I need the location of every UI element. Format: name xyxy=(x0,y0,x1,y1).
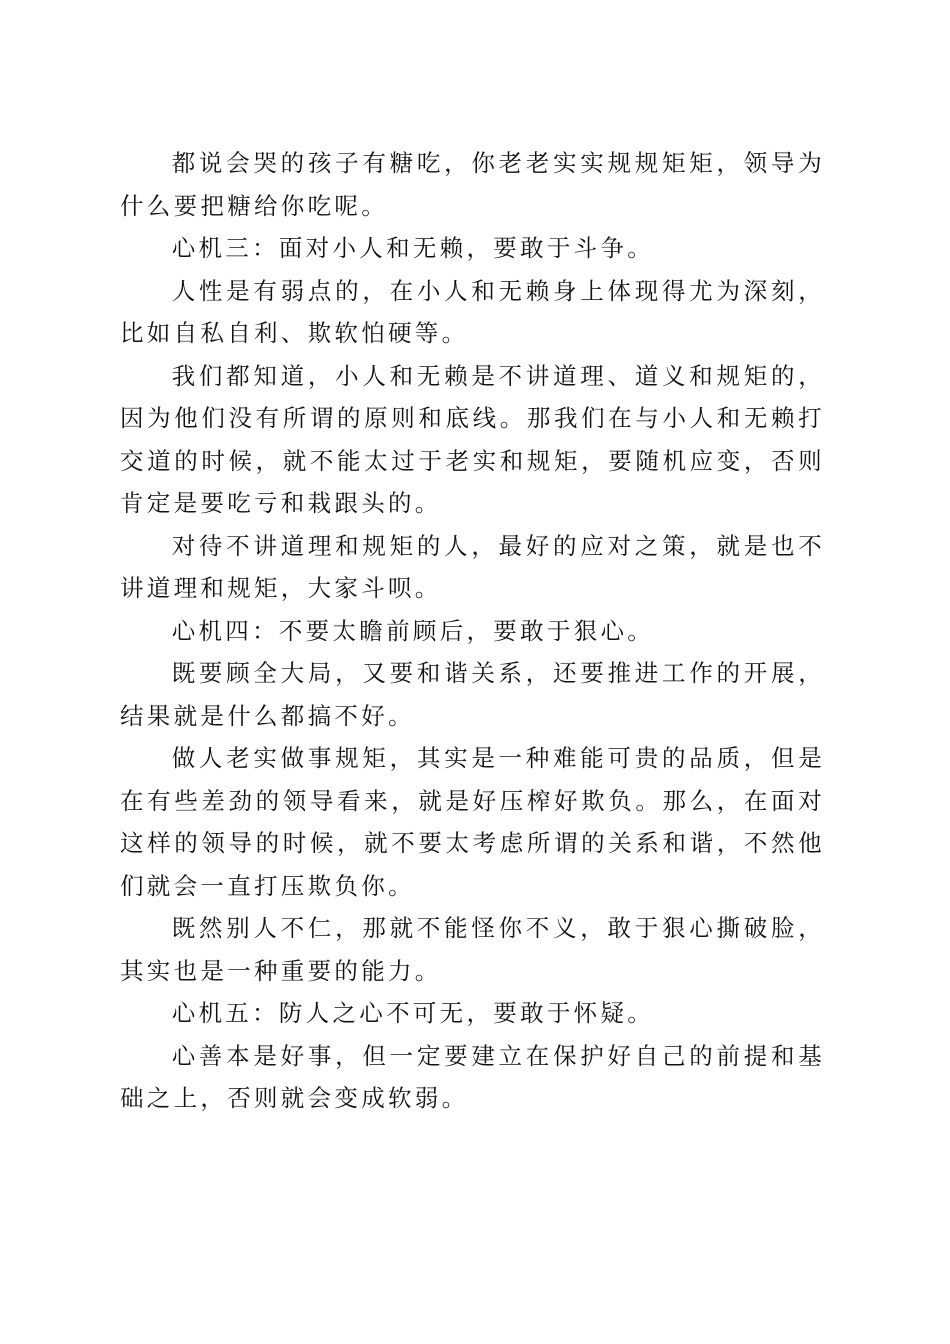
paragraph-8: 心善本是好事，但一定要建立在保护好自己的前提和基础之上，否则就会变成软弱。 xyxy=(120,1041,825,1112)
paragraph-1: 都说会哭的孩子有糖吃，你老老实实规规矩矩，领导为什么要把糖给你吃呢。 xyxy=(120,149,825,220)
paragraph-3: 我们都知道，小人和无赖是不讲道理、道义和规矩的，因为他们没有所谓的原则和底线。那我们在与小人和无赖打交道的时候，就不能太过于老实和规矩，要随机应变，否则肯定是要吃亏和栽跟头的。 xyxy=(120,361,825,517)
paragraph-5: 既要顾全大局，又要和谐关系，还要推进工作的开展，结果就是什么都搞不好。 xyxy=(120,659,825,730)
paragraph-7: 既然别人不仁，那就不能怪你不义，敢于狠心撕破脸，其实也是一种重要的能力。 xyxy=(120,914,825,985)
heading-strategy-3: 心机三：面对小人和无赖，要敢于斗争。 xyxy=(171,234,655,262)
paragraph-6: 做人老实做事规矩，其实是一种难能可贵的品质，但是在有些差劲的领导看来，就是好压榨好欺负。那么，在面对这样的领导的时候，就不要太考虑所谓的关系和谐，不然他们就会一直打压欺负你。 xyxy=(120,744,825,900)
heading-strategy-4: 心机四：不要太瞻前顾后，要敢于狠心。 xyxy=(171,616,655,645)
paragraph-4: 对待不讲道理和规矩的人，最好的应对之策，就是也不讲道理和规矩，大家斗呗。 xyxy=(120,531,825,602)
heading-strategy-5: 心机五：防人之心不可无，要敢于怀疑。 xyxy=(171,999,655,1027)
document-body xyxy=(120,142,825,1120)
paragraph-2: 人性是有弱点的，在小人和无赖身上体现得尤为深刻，比如自私自利、欺软怕硬等。 xyxy=(120,276,825,347)
